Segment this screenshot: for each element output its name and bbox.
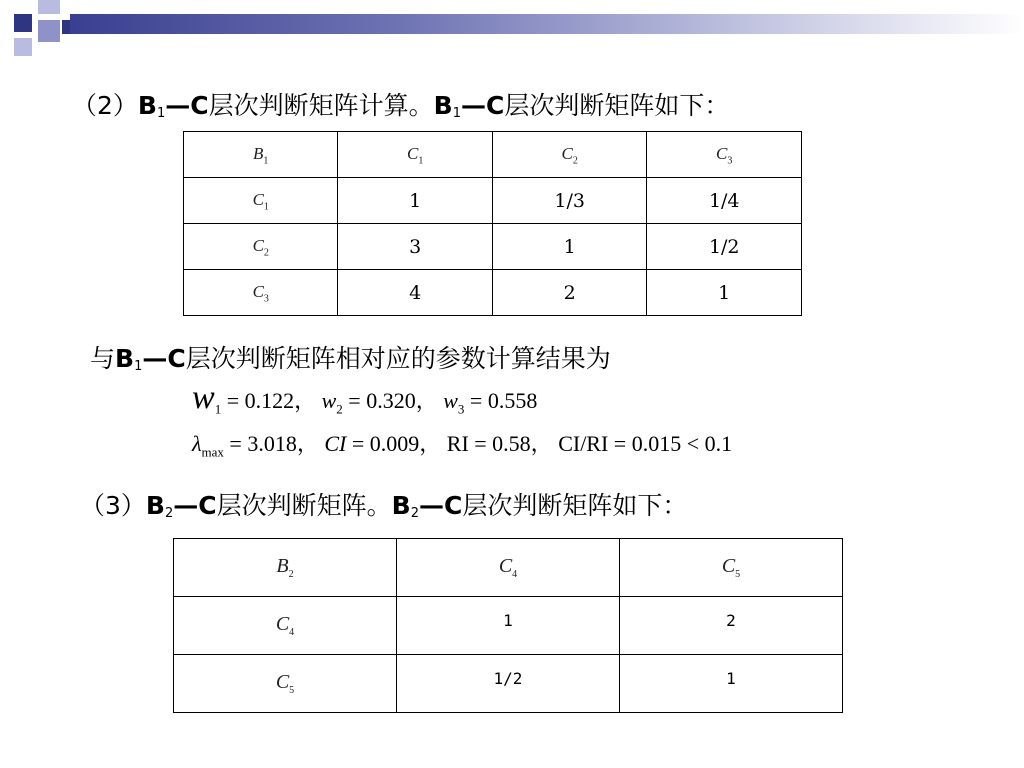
table-row: [174, 597, 843, 655]
section-heading-3: $(3)B_2—C$层次判断矩阵。$B_2—C$层次判断矩阵如下：: [80, 491, 688, 521]
value-cell: 1: [396, 597, 619, 655]
table-header-row: [184, 132, 802, 178]
weights-formula: $w_1 = 0.122$， $w_2 = 0.320$， $w_3 = 0.558$: [192, 379, 538, 417]
slide-header-decoration: [0, 0, 1024, 60]
b1-c-judgment-matrix: [183, 131, 802, 316]
decor-square: [62, 20, 70, 34]
value-cell: 2: [492, 270, 647, 316]
result-intro-line: 与$B_1—C$层次判断矩阵相对应的参数计算结果为: [90, 344, 611, 374]
value-cell: 4: [338, 270, 492, 316]
value-cell: 1: [492, 224, 647, 270]
table-row: [184, 178, 802, 224]
b2-c-judgment-matrix: [173, 538, 843, 713]
decor-square: [14, 38, 32, 56]
header-cell: $C_4$: [396, 539, 619, 597]
value-cell: 1/2: [647, 224, 802, 270]
header-cell: $C_1$: [338, 132, 492, 178]
value-cell: 1/3: [492, 178, 647, 224]
value-cell: 1/2: [396, 655, 619, 713]
row-label-cell: $C_3$: [184, 270, 338, 316]
gradient-bar: [70, 14, 1024, 34]
table-header-row: [174, 539, 843, 597]
value-cell: 1: [620, 655, 843, 713]
header-cell: $B_1$: [184, 132, 338, 178]
row-label-cell: $C_4$: [174, 597, 397, 655]
row-label-cell: $C_5$: [174, 655, 397, 713]
value-cell: 1/4: [647, 178, 802, 224]
header-cell: $B_2$: [174, 539, 397, 597]
value-cell: 1: [647, 270, 802, 316]
decor-square: [38, 20, 60, 42]
section-heading-2: $(2)B_1—C$层次判断矩阵计算。$B_1—C$层次判断矩阵如下：: [72, 91, 730, 121]
value-cell: 2: [620, 597, 843, 655]
header-cell: $C_2$: [492, 132, 647, 178]
header-cell: $C_5$: [620, 539, 843, 597]
table-row: [174, 655, 843, 713]
decor-square: [38, 0, 60, 14]
value-cell: 3: [338, 224, 492, 270]
row-label-cell: $C_2$: [184, 224, 338, 270]
header-cell: $C_3$: [647, 132, 802, 178]
table-row: [184, 270, 802, 316]
table-row: [184, 224, 802, 270]
decor-square: [14, 14, 32, 32]
consistency-formula: $\lambda_{max} = 3.018$， CI = 0.009， RI = 0.58， CI/RI = 0.015 < 0.1: [192, 431, 733, 460]
row-label-cell: $C_1$: [184, 178, 338, 224]
value-cell: 1: [338, 178, 492, 224]
